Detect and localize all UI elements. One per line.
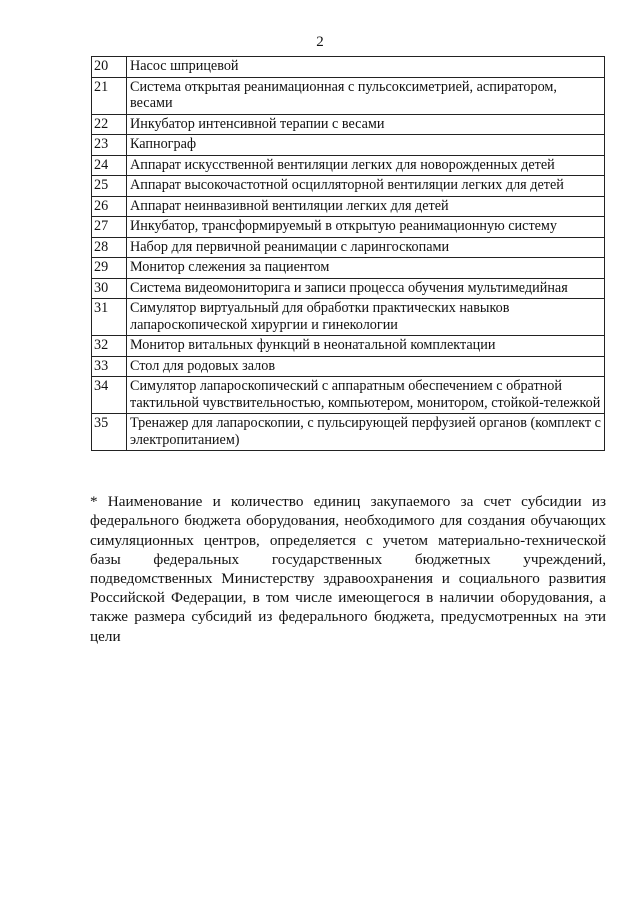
equipment-table-body bbox=[92, 57, 605, 451]
table-row bbox=[92, 258, 605, 279]
equipment-name: Инкубатор, трансформируемый в открытую реанимационную систему bbox=[127, 217, 605, 238]
table-row bbox=[92, 114, 605, 135]
equipment-name: Стол для родовых залов bbox=[127, 356, 605, 377]
row-number: 35 bbox=[92, 414, 127, 451]
row-number: 23 bbox=[92, 135, 127, 156]
row-number: 27 bbox=[92, 217, 127, 238]
table-row bbox=[92, 57, 605, 78]
equipment-name: Аппарат высокочастотной осцилляторной вентиляции легких для детей bbox=[127, 176, 605, 197]
equipment-name: Симулятор лапароскопический с аппаратным обеспечением с обратной тактильной чувствительностью, компьютером, монитором, стойкой-тележкой bbox=[127, 377, 605, 414]
table-row bbox=[92, 414, 605, 451]
equipment-name: Набор для первичной реанимации с ларингоскопами bbox=[127, 237, 605, 258]
row-number: 22 bbox=[92, 114, 127, 135]
table-row bbox=[92, 155, 605, 176]
table-row bbox=[92, 217, 605, 238]
table-row bbox=[92, 176, 605, 197]
row-number: 20 bbox=[92, 57, 127, 78]
row-number: 25 bbox=[92, 176, 127, 197]
row-number: 24 bbox=[92, 155, 127, 176]
row-number: 29 bbox=[92, 258, 127, 279]
page-number: 2 bbox=[316, 34, 324, 50]
equipment-name: Симулятор виртуальный для обработки практических навыков лапароскопической хирургии и гинекологии bbox=[127, 299, 605, 336]
equipment-name: Система видеомониторига и записи процесса обучения мультимедийная bbox=[127, 278, 605, 299]
table-row bbox=[92, 237, 605, 258]
footnote: * Наименование и количество единиц закупаемого за счет субсидии из федерального бюджета оборудования, необходимого для создания обучающих симуляционных центров, определяется с учетом материально-технической базы федеральных государственных бюджетных учреждений, подведомственных Министерству здравоохранения и социального развития Российской Федерации, в том числе имеющегося в наличии оборудования, а также размера субсидий из федерального бюджета, предусмотренных на эти цели bbox=[90, 493, 606, 645]
equipment-name: Инкубатор интенсивной терапии с весами bbox=[127, 114, 605, 135]
equipment-name: Монитор слежения за пациентом bbox=[127, 258, 605, 279]
row-number: 34 bbox=[92, 377, 127, 414]
row-number: 32 bbox=[92, 336, 127, 357]
row-number: 33 bbox=[92, 356, 127, 377]
row-number: 26 bbox=[92, 196, 127, 217]
equipment-name: Насос шприцевой bbox=[127, 57, 605, 78]
equipment-table bbox=[91, 56, 605, 451]
equipment-name: Тренажер для лапароскопии, с пульсирующей перфузией органов (комплект с электропитанием) bbox=[127, 414, 605, 451]
table-row bbox=[92, 377, 605, 414]
table-row bbox=[92, 135, 605, 156]
equipment-name: Монитор витальных функций в неонатальной комплектации bbox=[127, 336, 605, 357]
table-row bbox=[92, 336, 605, 357]
table-row bbox=[92, 299, 605, 336]
table-row bbox=[92, 278, 605, 299]
row-number: 28 bbox=[92, 237, 127, 258]
equipment-name: Аппарат искусственной вентиляции легких для новорожденных детей bbox=[127, 155, 605, 176]
row-number: 21 bbox=[92, 77, 127, 114]
row-number: 30 bbox=[92, 278, 127, 299]
equipment-name: Капнограф bbox=[127, 135, 605, 156]
table-row bbox=[92, 77, 605, 114]
equipment-name: Аппарат неинвазивной вентиляции легких для детей bbox=[127, 196, 605, 217]
row-number: 31 bbox=[92, 299, 127, 336]
equipment-name: Система открытая реанимационная с пульсоксиметрией, аспиратором, весами bbox=[127, 77, 605, 114]
table-row bbox=[92, 356, 605, 377]
table-row bbox=[92, 196, 605, 217]
